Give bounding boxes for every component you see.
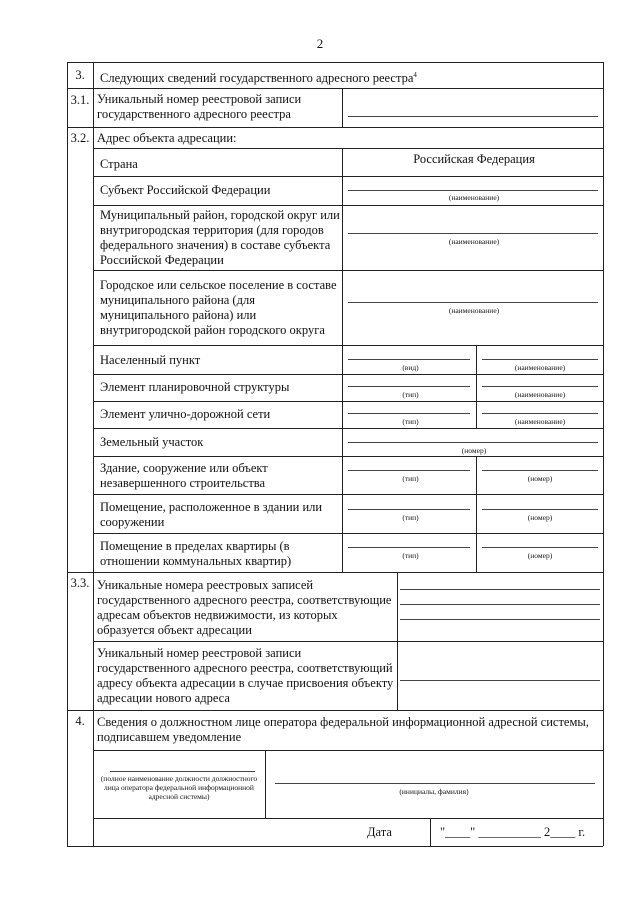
date-field[interactable]: "____" __________ 2____ г. [440,825,586,839]
apartment-number-field[interactable] [482,547,598,548]
new-address-record-field[interactable] [400,680,600,681]
address-title: Адрес объекта адресации: [97,131,237,145]
building-label: Здание, сооружение или объект незавершенного строительства [100,461,268,490]
premises-type-field[interactable] [348,509,470,510]
planning-type-field[interactable] [348,386,470,387]
signature-caption: (инициалы, фамилия) [399,787,469,796]
frame-right [603,62,604,846]
municipal-caption: (наименование) [448,237,500,246]
subject-label: Субъект Российской Федерации [100,183,271,197]
source-record-field-1[interactable] [400,589,600,590]
subject-field[interactable] [348,190,598,191]
subject-caption: (наименование) [448,193,500,202]
street-label: Элемент улично-дорожной сети [100,407,271,421]
section-3-title: Следующих сведений государственного адресного реестра$^4$ [100,71,417,86]
settlement-label: Городское или сельское поселение в составе муниципального района (для муниципального района) или внутригородской район городского округа [100,278,337,337]
page-number: 2 [316,36,324,51]
settlement-caption: (наименование) [448,306,500,315]
street-type-field[interactable] [348,413,470,414]
section-3-1-number: 3.1. [70,93,90,107]
locality-kind-field[interactable] [348,359,470,360]
position-field[interactable] [110,771,255,772]
section-3-2-number: 3.2. [70,131,90,145]
planning-label: Элемент планировочной структуры [100,380,290,394]
footnote-4: 4 [413,71,417,79]
section-3-number: 3. [75,68,85,82]
official-title: Сведения о должностном лице оператора федеральной информационной адресной системы, подписавшем уведомление [97,715,589,744]
new-address-record-label: Уникальный номер реестровой записи государственного адресного реестра, соответствующий адресу объекта адресации в случае присвоения объекту адресации нового адреса [97,646,394,705]
apartment-type-field[interactable] [348,547,470,548]
street-name-field[interactable] [482,413,598,414]
locality-name-field[interactable] [482,359,598,360]
source-record-field-3[interactable] [400,619,600,620]
municipal-field[interactable] [348,233,598,234]
number-column-divider [93,62,94,846]
premises-label: Помещение, расположенное в здании или сооружении [100,500,323,529]
locality-label: Населенный пункт [100,353,201,367]
date-label: Дата [367,825,392,839]
apartment-label: Помещение в пределах квартиры (в отношении коммунальных квартир) [100,539,292,568]
land-label: Земельный участок [100,435,204,449]
position-caption: (полное наименование должности должностного лица оператора федеральной информационной адресной системы) [100,774,258,801]
planning-name-field[interactable] [482,386,598,387]
settlement-field[interactable] [348,302,598,303]
source-record-field-2[interactable] [400,604,600,605]
signature-field[interactable] [275,783,595,784]
premises-number-field[interactable] [482,509,598,510]
building-type-field[interactable] [348,470,470,471]
building-number-field[interactable] [482,470,598,471]
section-4-number: 4. [75,714,85,728]
registry-record-field[interactable] [348,116,598,117]
municipal-label: Муниципальный район, городской округ или внутригородская территория (для городов федерального значения) в составе субъекта Российской Федерации [100,208,340,267]
source-records-label: Уникальные номера реестровых записей государственного адресного реестра, соответствующие адресам объектов недвижимости, из которых образуется объект адресации [97,578,392,637]
section-3-3-number: 3.3. [70,576,90,590]
country-label: Страна [100,157,138,171]
land-number-field[interactable] [348,442,598,443]
registry-record-label: Уникальный номер реестровой записи государственного адресного реестра [97,92,302,121]
country-value: Российская Федерация [413,152,535,166]
